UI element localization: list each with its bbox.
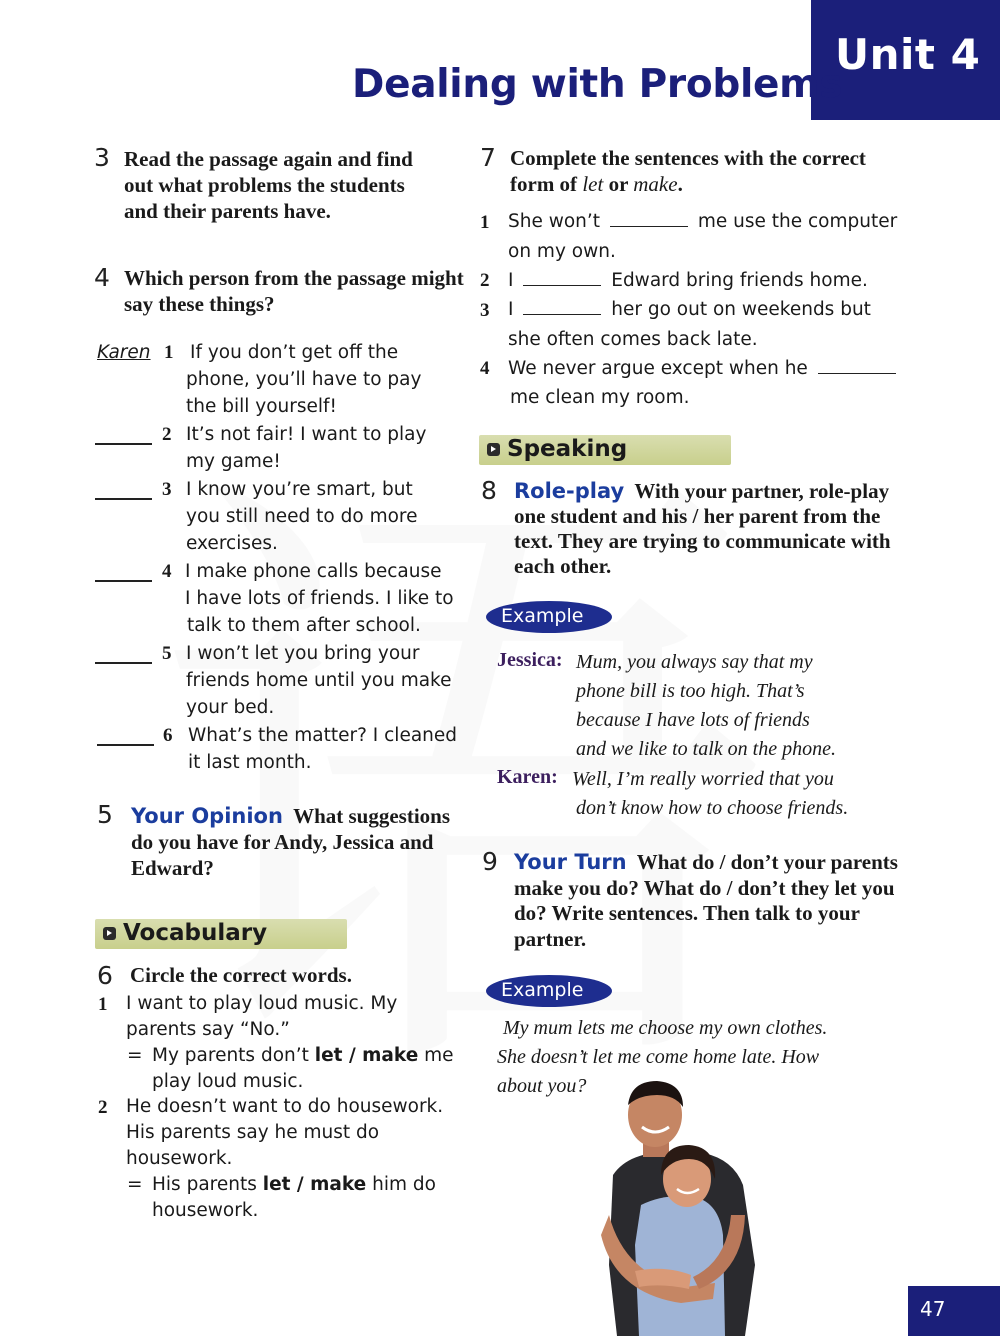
speaker-name: Jessica: <box>497 649 563 671</box>
sentence-line <box>508 296 871 323</box>
exercise-9-text: What do / don’t your parents make you do? What do / don’t they let you do? Write sentences. Then talk to your partner. <box>514 850 898 951</box>
exercise-8-instruction <box>514 479 904 579</box>
item-line: you still need to do more <box>186 506 418 527</box>
item-line: I won’t let you bring your <box>186 643 420 664</box>
item-line: What’s the matter? I cleaned <box>188 725 458 746</box>
dialogue-line: because I have lots of friends <box>576 709 810 731</box>
example-line: My mum lets me choose my own clothes. <box>503 1017 828 1039</box>
vocabulary-heading: Vocabulary <box>123 920 268 946</box>
page-title: Dealing with Problems <box>352 62 843 107</box>
sentence-continuation: me clean my room. <box>510 387 690 408</box>
exercise-7-instruction <box>510 145 870 197</box>
exercise-8-text: With your partner, role-play one student and his / her parent from the text. They are trying to communicate with each other. <box>514 479 891 578</box>
item-number: 3 <box>480 300 490 321</box>
fill-blank[interactable] <box>818 358 896 374</box>
sentence-text: We never argue except when he <box>508 358 808 379</box>
unit-label: Unit 4 <box>835 30 981 79</box>
sentence-text: She won’t <box>508 211 601 232</box>
exercise-5-number: 5 <box>97 800 113 829</box>
answer-blank-3[interactable] <box>95 498 152 500</box>
exercise-6-instruction: Circle the correct words. <box>130 963 352 987</box>
example-line: She doesn’t let me come home late. How <box>497 1046 820 1068</box>
example-line: about you? <box>497 1075 587 1097</box>
example-badge <box>486 601 612 633</box>
answer-sentence <box>152 1172 436 1198</box>
item-line: the bill yourself! <box>186 396 337 417</box>
item-line: If you don’t get off the <box>190 342 399 363</box>
keyword-let: let <box>582 172 604 196</box>
item-number: 6 <box>163 725 173 746</box>
sentence-text: me use the computer <box>697 211 898 232</box>
dialogue-line: Mum, you always say that my <box>576 651 813 673</box>
item-line: He doesn’t want to do housework. <box>126 1096 444 1117</box>
equals-sign: = <box>127 1174 143 1195</box>
exercise-3-instruction: Read the passage again and find out what problems the students and their parents have. <box>124 147 413 223</box>
exercise-6-number: 6 <box>97 961 113 990</box>
item-line: your bed. <box>186 697 275 718</box>
play-bullet-icon <box>487 443 500 456</box>
sentence-line <box>508 355 900 382</box>
speaking-heading: Speaking <box>507 436 628 462</box>
item-number: 4 <box>162 561 172 582</box>
keyword-make: make <box>633 172 678 196</box>
fill-blank[interactable] <box>610 211 688 227</box>
item-line: phone, you’ll have to pay <box>186 369 422 390</box>
exercise-8-keyword: Role-play <box>514 479 625 503</box>
answer-1: Karen <box>97 342 151 363</box>
father-daughter-photo <box>595 1075 765 1336</box>
sentence-line <box>508 267 868 294</box>
item-line: I have lots of friends. I like to <box>185 588 454 609</box>
exercise-5-text: What suggestions do you have for Andy, Jessica and Edward? <box>131 804 451 880</box>
dialogue-line: don’t know how to choose friends. <box>576 797 849 819</box>
item-number: 1 <box>480 212 490 233</box>
answer-continuation: play loud music. <box>152 1071 304 1092</box>
item-number: 2 <box>98 1097 108 1118</box>
sentence-line <box>508 208 897 235</box>
play-bullet-icon <box>103 927 116 940</box>
sentence-continuation: she often comes back late. <box>508 329 758 350</box>
instruction-text: Complete the sentences with the correct form of <box>510 146 866 196</box>
exercise-3-number: 3 <box>94 143 110 172</box>
page-number: 47 <box>920 1297 946 1321</box>
exercise-4-instruction: Which person from the passage might say these things? <box>124 266 464 316</box>
example-badge <box>486 975 612 1007</box>
exercise-8-number: 8 <box>481 476 497 505</box>
instruction-period: . <box>677 172 683 196</box>
exercise-7-number: 7 <box>480 143 496 172</box>
sentence-text: Edward bring friends home. <box>611 270 868 291</box>
page-number-box <box>908 1286 1000 1336</box>
item-number: 2 <box>480 270 490 291</box>
exercise-5-instruction <box>131 803 471 881</box>
sentence-continuation: on my own. <box>508 241 616 262</box>
answer-text: me <box>424 1045 454 1066</box>
answer-blank-5[interactable] <box>95 662 152 664</box>
answer-blank-2[interactable] <box>95 443 152 445</box>
instruction-text: or <box>608 172 629 196</box>
item-number: 2 <box>162 424 172 445</box>
sentence-text: her go out on weekends but <box>611 299 871 320</box>
item-line: It’s not fair! I want to play <box>186 424 427 445</box>
item-line: housework. <box>126 1148 233 1169</box>
dialogue-line: Well, I’m really worried that you <box>572 768 834 790</box>
item-line: exercises. <box>186 533 278 554</box>
example-label: Example <box>501 605 584 627</box>
item-line: I want to play loud music. My <box>126 993 398 1014</box>
equals-sign: = <box>127 1045 143 1066</box>
word-choice[interactable]: let / make <box>262 1174 367 1195</box>
vocabulary-banner <box>95 919 347 949</box>
exercise-4-number: 4 <box>94 263 110 292</box>
item-line: it last month. <box>188 752 312 773</box>
item-line: friends home until you make <box>186 670 452 691</box>
sentence-text: I <box>508 299 514 320</box>
item-number: 1 <box>164 342 174 363</box>
word-choice[interactable]: let / make <box>314 1045 419 1066</box>
sentence-text: I <box>508 270 514 291</box>
answer-text: him do <box>372 1174 436 1195</box>
example-label: Example <box>501 979 584 1001</box>
speaker-name: Karen: <box>497 766 558 788</box>
answer-text: His parents <box>152 1174 257 1195</box>
exercise-9-keyword: Your Turn <box>514 850 627 874</box>
answer-blank-4[interactable] <box>95 580 152 582</box>
answer-text: My parents don’t <box>152 1045 309 1066</box>
exercise-5-keyword: Your Opinion <box>131 804 283 828</box>
fill-blank[interactable] <box>523 270 601 286</box>
item-number: 5 <box>162 643 172 664</box>
answer-continuation: housework. <box>152 1200 259 1221</box>
fill-blank[interactable] <box>523 299 601 315</box>
item-line: I know you’re smart, but <box>186 479 413 500</box>
item-line: talk to them after school. <box>187 615 421 636</box>
dialogue-line: and we like to talk on the phone. <box>576 738 836 760</box>
item-number: 1 <box>98 994 108 1015</box>
speaking-banner <box>479 435 731 465</box>
item-line: my game! <box>186 451 281 472</box>
item-number: 3 <box>162 479 172 500</box>
exercise-9-instruction <box>514 850 914 952</box>
dialogue-line: phone bill is too high. That’s <box>576 680 805 702</box>
item-line: I make phone calls because <box>185 561 442 582</box>
exercise-9-number: 9 <box>482 847 498 876</box>
answer-blank-6[interactable] <box>97 744 154 746</box>
item-line: His parents say he must do <box>126 1122 380 1143</box>
item-number: 4 <box>480 358 490 379</box>
item-line: parents say “No.” <box>126 1019 290 1040</box>
answer-sentence <box>152 1043 454 1069</box>
